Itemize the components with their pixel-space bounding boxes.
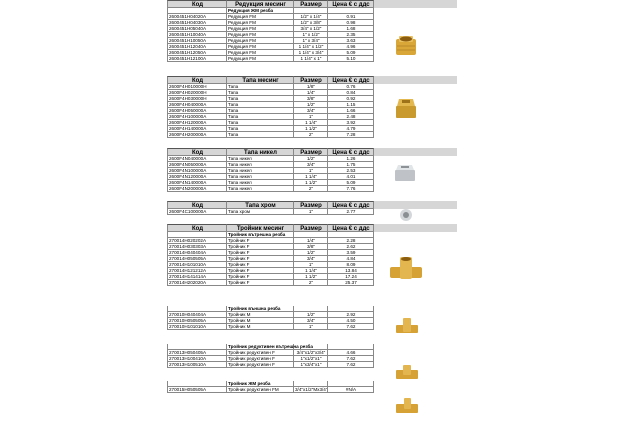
cell-name: Тройник F bbox=[227, 280, 294, 286]
cell-size: 1/8" bbox=[294, 84, 328, 90]
cell-name: Тройник M bbox=[227, 318, 294, 324]
cell-name: Редукция FM bbox=[227, 44, 294, 50]
cell-price: 7.62 bbox=[328, 356, 374, 362]
cell-size: 1 1/4" bbox=[294, 268, 328, 274]
header-name: Редукция месинг bbox=[227, 0, 294, 8]
cell-code: 2600F4H040000A bbox=[167, 102, 227, 108]
cell-name: Тапа bbox=[227, 132, 294, 138]
cell-name: Тапа bbox=[227, 90, 294, 96]
cell-size: 1 1/2" bbox=[294, 274, 328, 280]
cell-code: 270014H121212A bbox=[167, 268, 227, 274]
cell-code: 2600451H05040A bbox=[167, 26, 227, 32]
header-price: Цена € с ддс bbox=[328, 224, 374, 232]
header-name: Тапа никел bbox=[227, 148, 294, 156]
cell-code: 270014H050505A bbox=[167, 256, 227, 262]
cell-code: 270013H100510A bbox=[167, 362, 227, 368]
subtitle-text: Тройник редуктивен вътрешна резба bbox=[228, 344, 313, 349]
cell-code: 270014H030303A bbox=[167, 244, 227, 250]
cell-price: 1.15 bbox=[328, 102, 374, 108]
cell-name: Редукция FM bbox=[227, 20, 294, 26]
header-name: Тапа месинг bbox=[227, 76, 294, 84]
cell-size: 1/2" x 1/4" bbox=[294, 14, 328, 20]
header-size: Размер bbox=[294, 224, 328, 232]
cell-code: 2600F4H140000A bbox=[167, 126, 227, 132]
cell-price: 1.75 bbox=[328, 162, 374, 168]
cell-size: 3/4" bbox=[294, 256, 328, 262]
cell-price: 2.28 bbox=[328, 238, 374, 244]
header-size: Размер bbox=[294, 76, 328, 84]
cell-size: 2" bbox=[294, 186, 328, 192]
nickel-plug-image bbox=[393, 163, 417, 183]
cell-code: 2600F4H050000A bbox=[167, 108, 227, 114]
cell-code: 270014H141414A bbox=[167, 274, 227, 280]
header-price: Цена € с ддс bbox=[328, 148, 374, 156]
cell-size: 1" x 1/2" bbox=[294, 32, 328, 38]
cell-name: Тапа никел bbox=[227, 174, 294, 180]
header-name: Тапа хром bbox=[227, 201, 294, 209]
cell-code: 2600F4C100000A bbox=[167, 209, 227, 215]
cell-name: Редукция FM bbox=[227, 50, 294, 56]
header-price: Цена € с ддс bbox=[328, 76, 374, 84]
cell-name: Тройник F bbox=[227, 238, 294, 244]
cell-name: Редукция FM bbox=[227, 56, 294, 62]
cell-name: Тапа bbox=[227, 102, 294, 108]
reducing-tee-image bbox=[394, 363, 420, 383]
table-header bbox=[167, 148, 457, 156]
cell-name: Тапа bbox=[227, 96, 294, 102]
cell-size: 1/2" bbox=[294, 102, 328, 108]
cell-price: 1.26 bbox=[328, 156, 374, 162]
cell-price: 25.37 bbox=[328, 280, 374, 286]
cell-size: 1 1/4" bbox=[294, 120, 328, 126]
cell-name: Тройник F bbox=[227, 268, 294, 274]
cell-name: Тапа никел bbox=[227, 168, 294, 174]
fm-tee-image bbox=[394, 397, 420, 417]
cell-price: 0.76 bbox=[328, 84, 374, 90]
cell-size: 1"x3/4"x1" bbox=[294, 362, 328, 368]
cell-price: 4.96 bbox=[328, 44, 374, 50]
chrome-plug-image bbox=[399, 208, 413, 222]
cell-size: 3/4" bbox=[294, 318, 328, 324]
cell-price: #N/A bbox=[328, 387, 374, 393]
cell-name: Тапа никел bbox=[227, 180, 294, 186]
cell-name: Тапа bbox=[227, 84, 294, 90]
cell-price: 2.62 bbox=[328, 244, 374, 250]
cell-code: 2600F4H100000A bbox=[167, 114, 227, 120]
cell-name: Редукция FM bbox=[227, 32, 294, 38]
cell-size: 3/4"x1/2"x3/4" bbox=[294, 350, 328, 356]
cell-price: 5.10 bbox=[328, 56, 374, 62]
cell-size: 3/4"x1/2"Mx3/4" bbox=[295, 387, 328, 393]
cell-name: Тапа bbox=[227, 126, 294, 132]
cell-price: 2.35 bbox=[328, 32, 374, 38]
cell-size: 3/4" x 1/2" bbox=[294, 26, 328, 32]
cell-price: 5.09 bbox=[328, 180, 374, 186]
header-size: Размер bbox=[294, 0, 328, 8]
cell-price: 4.01 bbox=[328, 174, 374, 180]
subtitle-text: Тройник ЖМ резба bbox=[227, 381, 294, 387]
cell-code: 270010H050505A bbox=[167, 318, 227, 324]
cell-code: 2600F4H030000H bbox=[167, 96, 227, 102]
cell-size: 1 1/4" x 3/4" bbox=[294, 50, 328, 56]
cell-code: 2600451H12050A bbox=[167, 50, 227, 56]
cell-size: 1" bbox=[294, 114, 328, 120]
cell-code: 2600451H10050A bbox=[167, 38, 227, 44]
cell-code: 2600F4H020000H bbox=[167, 90, 227, 96]
cell-price: 3.92 bbox=[328, 120, 374, 126]
cell-name: Тройник F bbox=[227, 250, 294, 256]
cell-code: 270013H050405A bbox=[167, 350, 227, 356]
cell-name: Тапа bbox=[227, 114, 294, 120]
cell-price: 0.91 bbox=[328, 14, 374, 20]
cell-price: 0.92 bbox=[328, 96, 374, 102]
header-price: Цена € с ддс bbox=[328, 0, 374, 8]
cell-size: 1 1/2" bbox=[294, 180, 328, 186]
table-header bbox=[167, 0, 457, 8]
cell-name: Тройник F bbox=[227, 262, 294, 268]
cell-size: 1" bbox=[294, 168, 328, 174]
cell-size: 3/4" bbox=[294, 108, 328, 114]
cell-price: 3.63 bbox=[328, 38, 374, 44]
cell-code: 2600451H04020A bbox=[167, 14, 227, 20]
brass-plug-image bbox=[393, 96, 419, 120]
cell-code: 270014H020202A bbox=[167, 238, 227, 244]
header-code: Код bbox=[167, 148, 227, 156]
cell-price: 17.24 bbox=[328, 274, 374, 280]
cell-size: 1/2" bbox=[294, 312, 328, 318]
table-row bbox=[167, 186, 457, 192]
cell-size: 3/4" bbox=[294, 162, 328, 168]
cell-size: 1" bbox=[294, 262, 328, 268]
female-tee-image bbox=[388, 255, 424, 291]
table-row bbox=[167, 132, 457, 138]
cell-code: 270014H101010A bbox=[167, 262, 227, 268]
table-header bbox=[167, 201, 457, 209]
cell-code: 270010H101010A bbox=[167, 324, 227, 330]
cell-size: 3/8" bbox=[294, 244, 328, 250]
cell-size: 1 1/4" x 1/2" bbox=[294, 44, 328, 50]
cell-name: Редукция FM bbox=[227, 26, 294, 32]
cell-code: 2600451H12100A bbox=[167, 56, 227, 62]
cell-name: Редукция FM bbox=[227, 38, 294, 44]
cell-code: 2600F4N200000A bbox=[167, 186, 227, 192]
cell-size: 1/4" bbox=[294, 238, 328, 244]
cell-name: Тройник редуктивен F bbox=[227, 362, 294, 368]
cell-size: 1/2" bbox=[294, 250, 328, 256]
header-code: Код bbox=[167, 224, 227, 232]
cell-price: 0.98 bbox=[328, 20, 374, 26]
cell-price: 4.84 bbox=[328, 256, 374, 262]
cell-price: 3.59 bbox=[328, 250, 374, 256]
cell-code: 2600F4N120000A bbox=[167, 174, 227, 180]
cell-price: 8.09 bbox=[328, 262, 374, 268]
cell-size: 2" bbox=[294, 132, 328, 138]
cell-size: 2" bbox=[294, 280, 328, 286]
cell-code: 2600451H10040A bbox=[167, 32, 227, 38]
cell-name: Тройник M bbox=[227, 312, 294, 318]
cell-size: 1" bbox=[294, 324, 328, 330]
cell-price: 4.66 bbox=[328, 350, 374, 356]
cell-name: Тапа никел bbox=[227, 162, 294, 168]
cell-code: 270014H040404A bbox=[167, 250, 227, 256]
cell-code: 2600F4N100000A bbox=[167, 168, 227, 174]
cell-price: 4.79 bbox=[328, 126, 374, 132]
male-tee-image bbox=[394, 316, 420, 340]
table-row bbox=[167, 209, 457, 215]
cell-price: 1.66 bbox=[328, 108, 374, 114]
cell-name: Тройник M bbox=[227, 324, 294, 330]
subtitle-text: Тройник външна резба bbox=[227, 306, 294, 312]
reducer-fitting-image bbox=[393, 34, 419, 58]
cell-name: Тройник редуктивен FM bbox=[227, 387, 294, 393]
cell-price: 2.53 bbox=[328, 168, 374, 174]
cell-price: 4.50 bbox=[328, 318, 374, 324]
cell-price: 7.62 bbox=[328, 324, 374, 330]
cell-size: 1 1/4" bbox=[294, 174, 328, 180]
cell-code: 2600F4N040000A bbox=[167, 156, 227, 162]
subtitle-text: Редукция ЖМ резба bbox=[227, 8, 294, 14]
cell-code: 270013H100410A bbox=[167, 356, 227, 362]
header-size: Размер bbox=[294, 148, 328, 156]
cell-name: Редукция FM bbox=[227, 14, 294, 20]
section-block bbox=[167, 201, 457, 215]
cell-price: 2.92 bbox=[328, 312, 374, 318]
cell-name: Тапа хром bbox=[227, 209, 294, 215]
cell-size: 1 1/4" x 1" bbox=[294, 56, 328, 62]
cell-price: 2.48 bbox=[328, 114, 374, 120]
cell-code: 270015H050505A bbox=[167, 387, 227, 393]
cell-name: Тапа bbox=[227, 108, 294, 114]
cell-code: 2600F4H200000A bbox=[167, 132, 227, 138]
cell-size: 1/4" bbox=[294, 90, 328, 96]
cell-price: 2.77 bbox=[328, 209, 374, 215]
cell-size: 1"x1/2"x1" bbox=[294, 356, 328, 362]
cell-price: 7.76 bbox=[328, 186, 374, 192]
cell-name: Тройник редуктивен F bbox=[227, 350, 294, 356]
header-size: Размер bbox=[294, 201, 328, 209]
header-price: Цена € с ддс bbox=[328, 201, 374, 209]
header-code: Код bbox=[167, 76, 227, 84]
cell-size: 1 1/2" bbox=[294, 126, 328, 132]
cell-size: 1" bbox=[294, 209, 328, 215]
cell-size: 1/2" x 3/8" bbox=[294, 20, 328, 26]
cell-code: 2600F4H120000A bbox=[167, 120, 227, 126]
cell-code: 2600451H04030A bbox=[167, 20, 227, 26]
cell-size: 3/8" bbox=[294, 96, 328, 102]
cell-code: 2600451H12040A bbox=[167, 44, 227, 50]
cell-price: 7.28 bbox=[328, 132, 374, 138]
table-header bbox=[167, 224, 457, 232]
table-row bbox=[167, 387, 457, 393]
cell-name: Тройник F bbox=[227, 274, 294, 280]
cell-name: Тапа никел bbox=[227, 186, 294, 192]
header-code: Код bbox=[167, 0, 227, 8]
cell-code: 270014H202020A bbox=[167, 280, 227, 286]
cell-size: 1" x 3/4" bbox=[294, 38, 328, 44]
header-code: Код bbox=[167, 201, 227, 209]
cell-name: Тапа bbox=[227, 120, 294, 126]
cell-name: Тройник F bbox=[227, 244, 294, 250]
cell-price: 0.84 bbox=[328, 90, 374, 96]
cell-code: 2600F4H010000H bbox=[167, 84, 227, 90]
cell-name: Тройник редуктивен F bbox=[227, 356, 294, 362]
cell-code: 2600F4N140000A bbox=[167, 180, 227, 186]
table-header bbox=[167, 76, 457, 84]
cell-price: 5.09 bbox=[328, 50, 374, 56]
cell-code: 2600F4N050000A bbox=[167, 162, 227, 168]
header-name: Тройник месинг bbox=[227, 224, 294, 232]
cell-price: 1.68 bbox=[328, 26, 374, 32]
cell-price: 13.84 bbox=[328, 268, 374, 274]
subtitle-text: Тройник вътрешна резба bbox=[227, 232, 294, 238]
cell-code: 270010H040404A bbox=[167, 312, 227, 318]
cell-name: Тройник F bbox=[227, 256, 294, 262]
cell-name: Тапа никел bbox=[227, 156, 294, 162]
cell-price: 7.62 bbox=[328, 362, 374, 368]
cell-size: 1/2" bbox=[294, 156, 328, 162]
